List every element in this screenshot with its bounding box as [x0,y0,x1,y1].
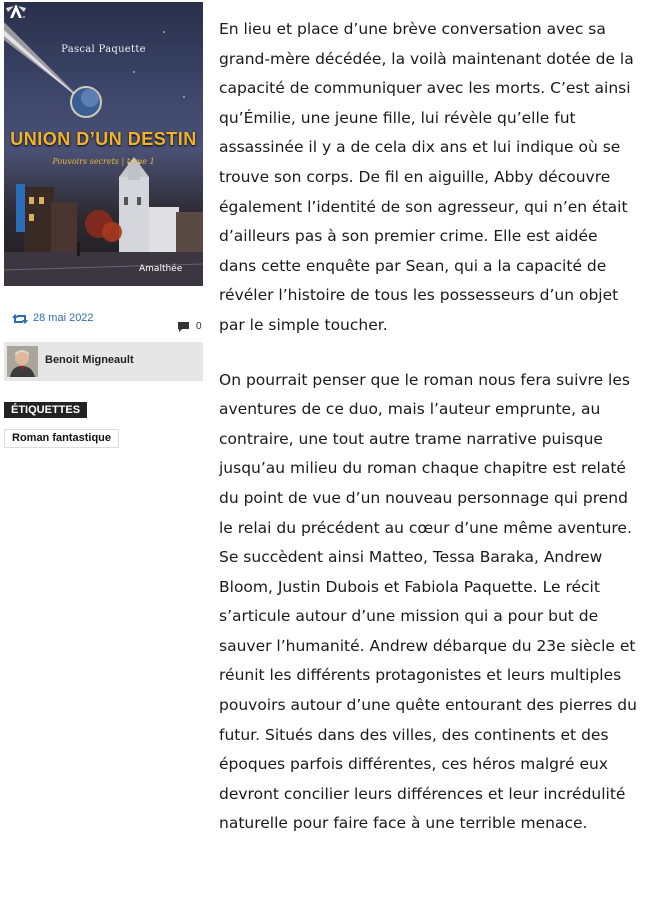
cover-subtitle: Pouvoirs secrets | tome 1 [52,157,155,166]
article-paragraph: On pourrait penser que le roman nous fera suivre les aventures de ce duo, mais l’auteur emprunte, au contraire, une tout autre trame narrative puisque jusqu’au milieu du roman chaque chapitre est relaté du point de vue d’un nouveau personnage qui prend le relai du précédent au cœur d’une même aventure. Se succèdent ainsi Matteo, Tessa Baraka, Andrew Bloom, Justin Dubois et Fabiola Paquette. Le récit s’articule autour d’une mission qui a pour but de sauver l’humanité. Andrew débarque du 23e siècle et réunit les différents protagonistes et leurs multiples pouvoirs autour d’une quête entourant des pierres du futur. Situés dans des villes, des continents et des époques parfois différentes, ces héros malgré eux devront concilier leurs différences et leur incrédulité naturelle pour faire face à une terrible menace. [219,370,637,833]
article-body [219,15,639,839]
cover-title: UNION D’UN DESTIN [10,129,197,149]
comment-icon[interactable] [178,322,192,333]
author-name[interactable]: Benoit Migneault [45,354,134,366]
comment-count[interactable]: 0 [196,321,202,332]
cover-author: Pascal Paquette [61,44,146,55]
post-date[interactable]: 28 mai 2022 [33,312,94,324]
tag-chip[interactable]: Roman fantastique [4,429,119,448]
retweet-icon[interactable] [12,313,28,325]
cover-publisher: Amalthée [139,264,183,274]
tags-heading: ÉTIQUETTES [4,402,87,418]
author-box[interactable] [4,342,203,381]
book-cover[interactable] [4,2,203,286]
post-meta [12,310,204,336]
avatar[interactable] [7,346,38,377]
article-paragraph: En lieu et place d’une brève conversation avec sa grand-mère décédée, la voilà maintenant dotée de la capacité de communiquer avec les morts. C’est ainsi qu’Émilie, une jeune fille, lui révèle qu’elle fut assassinée il y a de cela dix ans et lui indique où se trouve son corps. De fil en aiguille, Abby découvre également l’identité de son agresseur, qui n’en était d’ailleurs pas à son premier crime. Elle est aidée dans cette enquête par Sean, qui a la capacité de révéler l’histoire de tous les possesseurs d’un objet par le simple toucher. [219,20,634,334]
publisher-logo-icon [4,2,28,20]
